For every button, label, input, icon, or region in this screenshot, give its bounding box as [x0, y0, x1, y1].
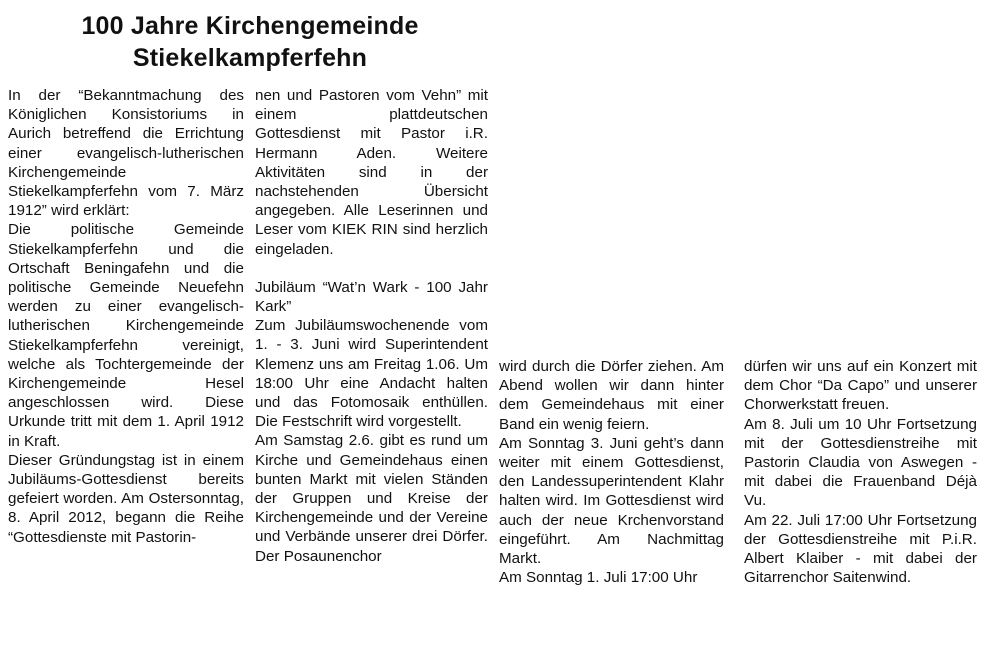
paragraph-jubilaeumswochenende: Zum Jubiläumswochenende vom 1. - 3. Juni wird Superintendent Klemenz uns am Freitag 1.06. Um 18:00 Uhr eine Andacht halten und das Fotomosaik enthüllen. Die Festschrift wird vorgestellt.: [255, 317, 488, 431]
paragraph-sonntag-juli: Am Sonntag 1. Juli 17:00 Uhr: [499, 569, 698, 587]
article-title: [20, 10, 480, 74]
column-1: [8, 86, 244, 547]
paragraph-gottesdienste: nen und Pastoren vom Vehn” mit einem plattdeutschen Gottesdienst mit Pastor i.R. Hermann Aden. Weitere Aktivitäten sind in der nachstehenden Übersicht angegeben. Alle Leserinnen und Leser vom KIEK RIN sind herzlich eingeladen.: [255, 87, 488, 258]
paragraph-konzert: dürfen wir uns auf ein Konzert mit dem Chor “Da Capo” und unserer Chorwerkstatt freuen.: [744, 358, 977, 414]
title-line-2: Stiekelkampferfehn: [132, 44, 368, 72]
column-3: [499, 357, 724, 587]
section-heading-jubilaeum: Jubiläum “Wat’n Wark - 100 Jahr Kark”: [255, 278, 488, 316]
paragraph-samstag: Am Samstag 2.6. gibt es rund um Kirche und Gemeindehaus einen bunten Markt mit vielen Ständen der Gruppen und Kreise der Kirchengemeinde und der Vereine und Verbände unserer drei Dörfer. Der Posaunenchor: [255, 432, 488, 565]
paragraph-8-juli: Am 8. Juli um 10 Uhr Fortsetzung mit der Gottesdienstreihe mit Pastorin Claudia von Aswegen - mit dabei die Frauenband Déjà Vu.: [744, 415, 977, 510]
paragraph-doerfer: wird durch die Dörfer ziehen. Am Abend wollen wir dann hinter dem Gemeindehaus mit einer Band ein wenig feiern.: [499, 358, 724, 433]
title-line-1: 100 Jahre Kirchengemeinde: [81, 12, 419, 40]
paragraph-vereinigung: Die politische Gemeinde Stiekelkampferfehn und die Ortschaft Beningafehn und die politische Gemeinde Neuefehn werden zu einer evangelisch-lutherischen Kirchengemeinde Stiekelkampferfehn vereinigt, welche als Tochtergemeinde der Kirchengemeinde Hesel angeschlossen wird. Diese Urkunde tritt mit dem 1. April 1912 in Kraft.: [8, 221, 244, 450]
paragraph-gruendungstag: Dieser Gründungstag ist in einem Jubiläums-Gottesdienst bereits gefeiert worden. Am Ostersonntag, 8. April 2012, begann die Reihe “Gottesdienste mit Pastorin-: [8, 451, 244, 546]
paragraph-sonntag-juni: Am Sonntag 3. Juni geht’s dann weiter mit einem Gottesdienst, den Landessuperintendent Klahr halten wird. Im Gottesdienst wird auch der neue Krchenvorstand eingeführt. Am Nachmittag Markt.: [499, 434, 724, 568]
paragraph-22-juli: Am 22. Juli 17:00 Uhr Fortsetzung der Gottesdienstreihe mit P.i.R. Albert Klaiber - mit dabei der Gitarrenchor Saitenwind.: [744, 511, 977, 587]
column-2: [255, 86, 488, 566]
paragraph-bekanntmachung: In der “Bekanntmachung des Königlichen Konsistoriums in Aurich betreffend die Errichtung einer evangelisch-lutherischen Kirchengemeinde Stiekelkampferfehn vom 7. März 1912” wird erklärt:: [8, 87, 244, 220]
column-4: [744, 357, 977, 587]
